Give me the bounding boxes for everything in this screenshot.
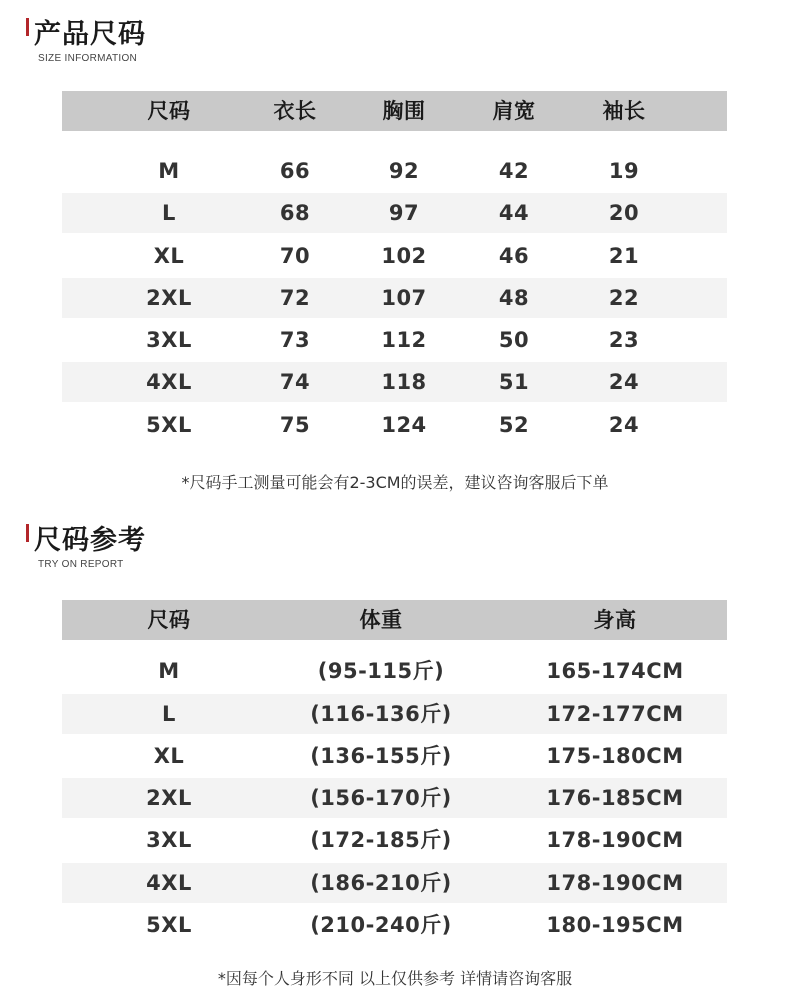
table-cell: 175-180CM <box>546 744 684 768</box>
table-cell: (136-155斤) <box>310 744 452 768</box>
table-cell: 48 <box>498 286 530 310</box>
table-cell: 24 <box>608 370 640 394</box>
table-row <box>62 820 727 860</box>
table-header-row <box>62 91 727 131</box>
table-cell: 118 <box>381 370 427 394</box>
table-cell: 23 <box>608 328 640 352</box>
column-header: 体重 <box>359 608 403 632</box>
accent-bar <box>26 18 29 36</box>
table-cell: 19 <box>608 159 640 183</box>
table-cell: 3XL <box>146 328 192 352</box>
table-cell: 107 <box>381 286 427 310</box>
table-row <box>62 905 727 945</box>
column-header: 衣长 <box>273 99 317 123</box>
table-cell: 21 <box>608 244 640 268</box>
table-cell: 51 <box>498 370 530 394</box>
column-header: 肩宽 <box>492 99 536 123</box>
table-cell: 20 <box>608 201 640 225</box>
table-cell: XL <box>153 744 185 768</box>
table-cell: 68 <box>279 201 311 225</box>
table-cell: 176-185CM <box>546 786 684 810</box>
table-row <box>62 362 727 402</box>
reference-note: *因每个人身形不同 以上仅供参考 详情请咨询客服 <box>217 969 573 988</box>
table-row <box>62 320 727 360</box>
section-subtitle: SIZE INFORMATION <box>38 53 138 64</box>
table-row <box>62 778 727 818</box>
table-cell: 3XL <box>146 828 192 852</box>
table-cell: 44 <box>498 201 530 225</box>
column-header: 尺码 <box>147 99 191 123</box>
table-cell: 4XL <box>146 370 192 394</box>
table-cell: 112 <box>381 328 427 352</box>
table-cell: XL <box>153 244 185 268</box>
table-cell: 22 <box>608 286 640 310</box>
table-cell: 75 <box>279 413 311 437</box>
table-cell: 180-195CM <box>546 913 684 937</box>
table-cell: 172-177CM <box>546 702 684 726</box>
table-cell: 178-190CM <box>546 871 684 895</box>
table-cell: 50 <box>498 328 530 352</box>
table-cell: 74 <box>279 370 311 394</box>
table-cell: 66 <box>279 159 311 183</box>
table-cell: 42 <box>498 159 530 183</box>
table-cell: 52 <box>498 413 530 437</box>
column-header: 身高 <box>593 608 637 632</box>
table-cell: M <box>158 659 180 683</box>
measurement-note: *尺码手工测量可能会有2-3CM的误差，建议咨询客服后下单 <box>181 473 609 492</box>
table-cell: (210-240斤) <box>310 913 452 937</box>
table-cell: 73 <box>279 328 311 352</box>
table-row <box>62 405 727 445</box>
table-cell: 92 <box>388 159 420 183</box>
table-cell: 24 <box>608 413 640 437</box>
table-cell: 46 <box>498 244 530 268</box>
table-cell: 165-174CM <box>546 659 684 683</box>
column-header: 胸围 <box>382 99 426 123</box>
table-row <box>62 694 727 734</box>
table-header-row <box>62 600 727 640</box>
table-row <box>62 236 727 276</box>
table-cell: 72 <box>279 286 311 310</box>
table-row <box>62 736 727 776</box>
table-cell: L <box>162 201 176 225</box>
table-cell: 178-190CM <box>546 828 684 852</box>
section-subtitle: TRY ON REPORT <box>38 559 124 570</box>
table-cell: (172-185斤) <box>310 828 452 852</box>
table-cell: (156-170斤) <box>310 786 452 810</box>
table-cell: 124 <box>381 413 427 437</box>
table-cell: 5XL <box>146 913 192 937</box>
table-row <box>62 278 727 318</box>
table-cell: M <box>158 159 180 183</box>
table-cell: 2XL <box>146 286 192 310</box>
column-header: 袖长 <box>602 99 646 123</box>
table-row <box>62 863 727 903</box>
table-row <box>62 651 727 691</box>
table-cell: 97 <box>388 201 420 225</box>
table-cell: L <box>162 702 176 726</box>
section-title: 产品尺码 <box>34 19 146 50</box>
table-row <box>62 151 727 191</box>
table-cell: (95-115斤) <box>317 659 445 683</box>
table-cell: 70 <box>279 244 311 268</box>
table-cell: 5XL <box>146 413 192 437</box>
table-row <box>62 193 727 233</box>
table-cell: (186-210斤) <box>310 871 452 895</box>
column-header: 尺码 <box>147 608 191 632</box>
table-cell: 2XL <box>146 786 192 810</box>
table-cell: 4XL <box>146 871 192 895</box>
table-cell: (116-136斤) <box>310 702 452 726</box>
section-title: 尺码参考 <box>34 525 146 556</box>
accent-bar <box>26 524 29 542</box>
table-cell: 102 <box>381 244 427 268</box>
